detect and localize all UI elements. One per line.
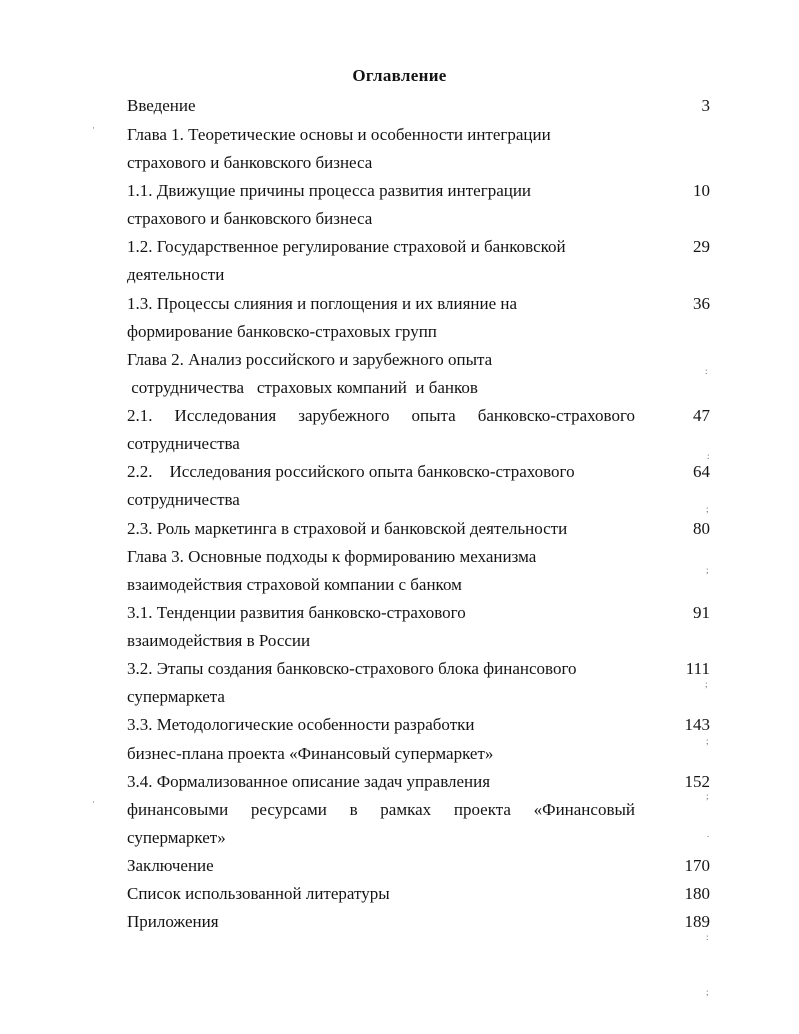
toc-line-bibliography: Список использованной литературы bbox=[127, 884, 390, 903]
toc-page-number: 64 bbox=[693, 462, 710, 481]
toc-line-appendices: Приложения bbox=[127, 912, 219, 931]
toc-line-section-3-4-cont: финансовыми ресурсами в рамках проекта «Финансовый bbox=[127, 800, 635, 819]
toc-line-section-3-1: 3.1. Тенденции развития банковско-страхового bbox=[127, 603, 466, 622]
toc-line-chapter-2: Глава 2. Анализ российского и зарубежного опыта bbox=[127, 350, 493, 369]
toc-page-number: 80 bbox=[693, 519, 710, 538]
scan-speck: · bbox=[92, 123, 95, 133]
toc-line-conclusion: Заключение bbox=[127, 856, 214, 875]
toc-line-chapter-3: Глава 3. Основные подходы к формированию механизма bbox=[127, 547, 537, 566]
scan-speck: ; bbox=[706, 565, 709, 575]
toc-line-section-3-4-cont-2: супермаркет» bbox=[127, 828, 226, 847]
scan-speck: . bbox=[707, 829, 710, 839]
toc-line-section-1-1: 1.1. Движущие причины процесса развития интеграции bbox=[127, 181, 532, 200]
toc-line-section-2-2: 2.2. Исследования российского опыта банковско-страхового bbox=[127, 462, 575, 481]
toc-line-section-1-3-cont: формирование банковско-страховых групп bbox=[127, 322, 437, 341]
toc-line-section-3-3: 3.3. Методологические особенности разработки bbox=[127, 715, 475, 734]
toc-line-chapter-1-cont: страхового и банковского бизнеса bbox=[127, 153, 373, 172]
toc-title: Оглавление bbox=[352, 66, 447, 85]
toc-line-chapter-2-cont: сотрудничества страховых компаний и банков bbox=[127, 378, 478, 397]
toc-line-section-2-1: 2.1. Исследования зарубежного опыта банковско-страхового bbox=[127, 406, 635, 425]
toc-line-chapter-1: Глава 1. Теоретические основы и особенности интеграции bbox=[127, 125, 551, 144]
toc-page-number: 170 bbox=[684, 856, 710, 875]
toc-line-chapter-3-cont: взаимодействия страховой компании с банком bbox=[127, 575, 462, 594]
toc-line-section-2-1-cont: сотрудничества bbox=[127, 434, 240, 453]
toc-page-number: 91 bbox=[693, 603, 710, 622]
toc-line-section-1-2-cont: деятельности bbox=[127, 265, 225, 284]
toc-line-section-2-2-cont: сотрудничества bbox=[127, 490, 240, 509]
toc-line-section-2-3: 2.3. Роль маркетинга в страховой и банковской деятельности bbox=[127, 519, 568, 538]
scan-speck: ; bbox=[705, 679, 708, 689]
toc-page-number: 189 bbox=[684, 912, 710, 931]
toc-page-number: 3 bbox=[701, 96, 710, 115]
scan-speck: : bbox=[707, 451, 710, 461]
toc-page-number: 36 bbox=[693, 294, 710, 313]
toc-page-number: 10 bbox=[693, 181, 710, 200]
toc-line-section-3-4: 3.4. Формализованное описание задач управления bbox=[127, 772, 491, 791]
toc-line-section-1-1-cont: страхового и банковского бизнеса bbox=[127, 209, 373, 228]
scan-speck: : bbox=[706, 932, 709, 942]
toc-line-introduction: Введение bbox=[127, 96, 196, 115]
scan-speck: ; bbox=[706, 736, 709, 746]
toc-page-number: 152 bbox=[684, 772, 710, 791]
toc-line-section-3-3-cont: бизнес-плана проекта «Финансовый супермаркет» bbox=[127, 744, 494, 763]
toc-page-number: 180 bbox=[684, 884, 710, 903]
toc-page-number: 47 bbox=[693, 406, 710, 425]
toc-line-section-3-2: 3.2. Этапы создания банковско-страхового блока финансового bbox=[127, 659, 577, 678]
toc-line-section-1-3: 1.3. Процессы слияния и поглощения и их влияние на bbox=[127, 294, 518, 313]
scan-speck: : bbox=[705, 366, 708, 376]
toc-page-number: 111 bbox=[685, 659, 710, 678]
toc-page-number: 29 bbox=[693, 237, 710, 256]
toc-line-section-1-2: 1.2. Государственное регулирование страховой и банковской bbox=[127, 237, 566, 256]
toc-page-number: 143 bbox=[684, 715, 710, 734]
scan-speck: · bbox=[92, 797, 95, 807]
scan-speck: ; bbox=[706, 504, 709, 514]
scan-speck: ; bbox=[706, 791, 709, 801]
toc-line-section-3-1-cont: взаимодействия в России bbox=[127, 631, 311, 650]
scan-speck: ; bbox=[706, 987, 709, 997]
toc-line-section-3-2-cont: супермаркета bbox=[127, 687, 225, 706]
